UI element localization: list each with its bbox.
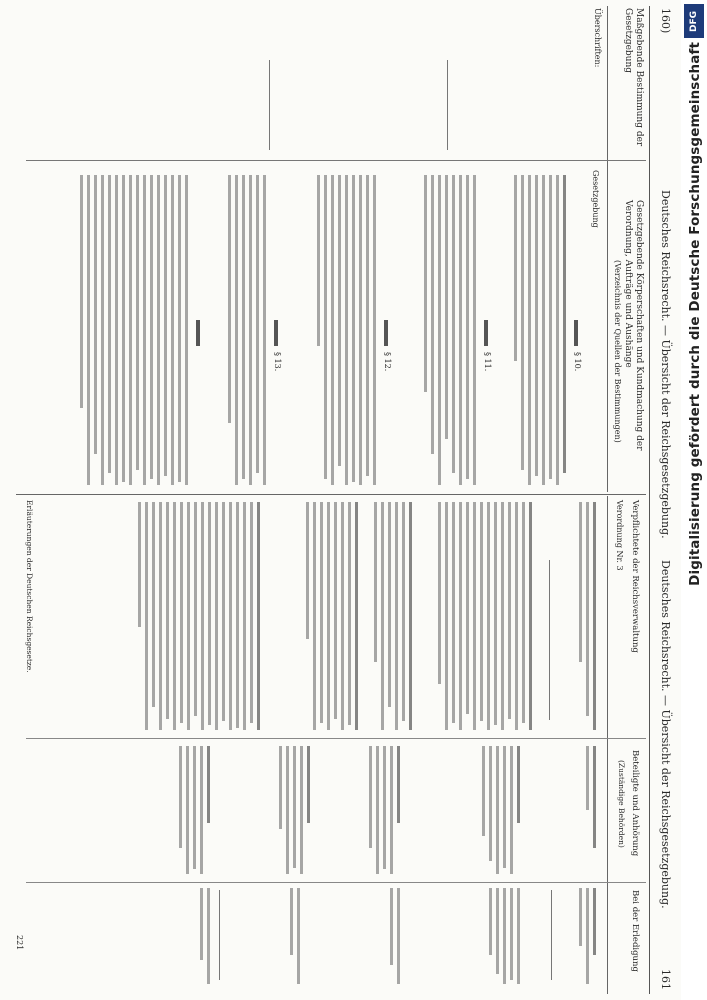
left-text-block: [76, 175, 188, 485]
right-text-block: [275, 746, 310, 874]
section-mark: [274, 320, 278, 346]
left-text-block: [510, 175, 566, 485]
section-mark: [196, 320, 200, 346]
center-divider: [16, 494, 646, 495]
section-heading: § 12.: [383, 352, 392, 372]
right-text-block: [575, 502, 596, 730]
right-column-divider: [26, 738, 646, 739]
left-column2-subheading: (Verzeichnis der Quellen der Bestimmungen): [613, 260, 622, 443]
right-text-block: [302, 502, 358, 730]
left-heading-rule: [607, 6, 608, 492]
left-row-dash: Gesetzgebung: [591, 170, 600, 228]
right-column2-heading: Beteiligte und Anhörung: [630, 750, 640, 857]
right-column-divider: [26, 882, 646, 883]
right-text-block: [286, 888, 300, 984]
left-column-divider: [26, 160, 646, 161]
right-text-block: [365, 746, 400, 874]
header-rule: [649, 6, 650, 994]
left-row-label: Überschriften:: [593, 8, 602, 68]
right-text-block: [134, 502, 260, 730]
right-column2-subheading: (Zuständige Behörden): [617, 760, 626, 848]
right-text-block: [485, 888, 520, 984]
section-heading: § 13.: [273, 352, 282, 372]
right-text-block: [175, 746, 210, 874]
section-mark: [484, 320, 488, 346]
right-column1-subheading: Verordnung Nr. 3: [615, 500, 624, 571]
right-text-block: [582, 746, 596, 874]
left-column2-heading: Gesetzgebende Körperschaften und Kundmachung der Verordnung, Aufträge und Aushänge: [622, 200, 644, 451]
right-text-block: [575, 888, 596, 984]
right-text-block: [370, 502, 412, 730]
left-margin-rule: [447, 60, 448, 150]
left-text-block: [420, 175, 476, 485]
left-text-block: [224, 175, 266, 485]
right-section-rule: [549, 560, 550, 720]
right-text-block: [434, 502, 532, 730]
bottom-page-number: 221: [15, 935, 24, 951]
section-mark: [384, 320, 388, 346]
dfg-funding-notice: Digitalisierung gefördert durch die Deutsche Forschungsgemeinschaft: [687, 42, 703, 586]
right-page-number: 161: [659, 969, 672, 990]
section-heading: § 11.: [483, 352, 492, 372]
right-section-rule: [219, 890, 220, 980]
dfg-attribution-strip: [681, 0, 707, 1000]
left-margin-rule: [269, 60, 270, 150]
left-column1-heading: Maßgebende Bestimmung der Gesetzgebung: [622, 8, 644, 147]
left-running-title: Deutsches Reichsrecht. — Übersicht der Reichsgesetzgebung.: [659, 190, 672, 539]
right-column1-heading: Verpflichtete der Reichsverwaltung: [630, 500, 640, 653]
section-mark: [574, 320, 578, 346]
right-text-block: [386, 888, 400, 984]
right-section-rule: [551, 890, 552, 980]
left-text-block: [313, 175, 376, 485]
left-page-number: 160): [659, 8, 672, 34]
right-running-title: Deutsches Reichsrecht. — Übersicht der Reichsgesetzgebung.: [659, 560, 672, 909]
right-text-block: [196, 888, 210, 984]
dfg-logo: DFG: [684, 4, 704, 38]
footnote: Erläuterungen der Deutschen Reichsgesetze.: [25, 500, 34, 673]
section-heading: § 10.: [573, 352, 582, 372]
right-column3-heading: Bei der Erledigung: [630, 890, 640, 972]
right-heading-rule: [607, 496, 608, 994]
right-text-block: [478, 746, 520, 874]
